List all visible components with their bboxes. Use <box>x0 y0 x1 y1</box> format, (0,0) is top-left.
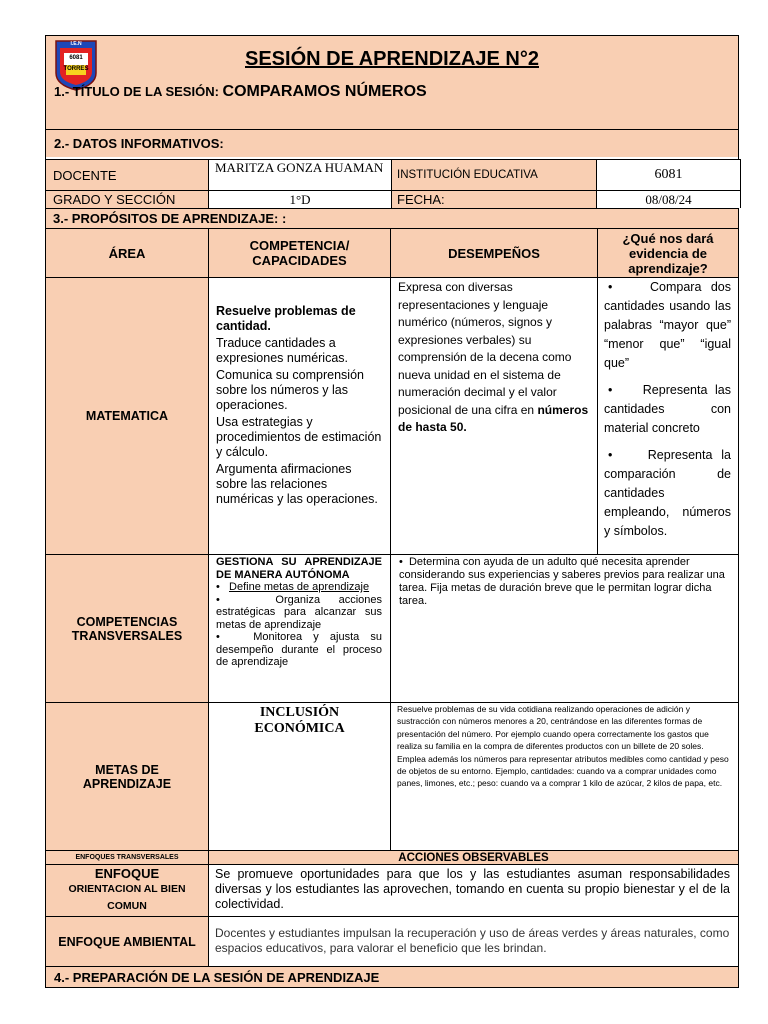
enfoques-header-cell <box>46 850 208 864</box>
capacidad-item: Traduce cantidades a expresiones numéricas. <box>216 336 349 365</box>
transversales-competencia-title: GESTIONA SU APRENDIZAJE DE MANERA AUTÓNOMA <box>216 556 382 581</box>
bien-comun-text: Se promueve oportunidades para que los y las estudiantes asuman responsabilidades diversas y los estudiantes las aprovechen, tomando en cuenta su propio bienestar y el de la colectividad. <box>215 867 730 911</box>
institucion-value: 6081 <box>654 167 683 182</box>
datos-heading <box>46 129 738 157</box>
fecha-label: FECHA: <box>397 192 445 207</box>
col-evidencia-label: ¿Qué nos dará evidencia de aprendizaje? <box>622 230 714 276</box>
ambiental-text: Docentes y estudiantes impulsan la recuperación y uso de áreas verdes y áreas naturales, como espacios educativos, para valorar el beneficio que les brindan. <box>215 925 730 955</box>
transversal-capacidad-item: • Organiza acciones estratégicas para alcanzar sus metas de aprendizaje <box>216 593 382 631</box>
session-document <box>45 35 739 988</box>
propositos-heading-text: 3.- PROPÓSITOS DE APRENDIZAJE: : <box>53 211 287 226</box>
transversales-desempeno: Determina con ayuda de un adulto qué necesita aprender considerando sus experiencias y saberes previos para realizar una tarea. Fija metas de duración breve que le permitan lograr dicha tarea. <box>399 556 725 607</box>
col-competencia-header <box>208 228 390 277</box>
session-title-value: COMPARAMOS NÚMEROS <box>222 83 427 100</box>
evidencia-list <box>604 278 731 541</box>
ambiental-label-cell <box>46 916 208 966</box>
bien-comun-text-cell <box>208 864 738 916</box>
capacidad-item: Comunica su comprensión sobre los números y las operaciones. <box>216 368 364 412</box>
transversales-area-cell <box>46 554 208 702</box>
fecha-value: 08/08/24 <box>645 191 692 207</box>
metas-area: METAS DE APRENDIZAJE <box>82 762 172 791</box>
datos-heading-text: 2.- DATOS INFORMATIVOS: <box>54 136 224 151</box>
acciones-header-cell <box>208 850 738 864</box>
col-area-label: ÁREA <box>108 245 146 261</box>
metas-text-cell <box>390 702 738 850</box>
matematica-area: MATEMATICA <box>85 409 169 423</box>
transversal-capacidad-item: • Monitorea y ajusta su desempeño durante el proceso de aprendizaje <box>216 631 382 668</box>
ambiental-title: ENFOQUE AMBIENTAL <box>58 934 196 949</box>
matematica-area-cell <box>46 277 208 554</box>
ambiental-text-cell <box>208 916 738 966</box>
matematica-competencia-title: Resuelve problemas de cantidad. <box>216 304 356 333</box>
grado-value-cell <box>208 190 391 208</box>
docente-label-cell <box>46 159 208 190</box>
transversales-area: COMPETENCIAS TRANSVERSALES <box>71 614 183 643</box>
matematica-evidencia-cell <box>597 277 738 554</box>
col-desempenos-label: DESEMPEÑOS <box>448 245 540 261</box>
institucion-value-cell <box>596 159 741 190</box>
metas-title: INCLUSIÓN ECONÓMICA <box>254 705 345 736</box>
session-title <box>54 83 704 101</box>
col-evidencia-header <box>597 228 738 277</box>
grado-label: GRADO Y SECCIÓN <box>53 192 176 207</box>
evidencia-item: • Representa la comparación de cantidades empleando, números y símbolos. <box>604 448 731 538</box>
logo-number: 6081 <box>69 55 83 61</box>
metas-text-2: Emplea además los números para representar atributos medibles como cantidad y peso de objetos de su entorno. Ejemplo, cantidades: cuando va a comprar unidades como panes, limones, etc.; peso: cuando va a comprar 1 kilo de azúcar, 2 kilos de papa, etc. <box>397 753 729 789</box>
matematica-competencia-cell <box>208 277 390 554</box>
grado-label-cell <box>46 190 208 208</box>
institucion-label-cell <box>391 159 596 190</box>
institucion-label: INSTITUCIÓN EDUCATIVA <box>397 169 538 181</box>
metas-title-cell <box>208 702 390 850</box>
matematica-desempeno-cell <box>390 277 597 554</box>
header-band <box>46 36 738 129</box>
evidencia-text: Representa la comparación de cantidades empleando, números y símbolos. <box>604 448 731 538</box>
preparacion-heading <box>46 966 738 987</box>
desempeno-text: Expresa con diversas representaciones y lenguaje numérico (números, signos y expresiones verbales) su comprensión de la decena como nueva unidad en el sistema de numeración decimal y el valor posicional de una cifra en <box>398 280 572 417</box>
evidencia-text: Representa las cantidades con material concreto <box>604 383 731 435</box>
propositos-heading <box>46 208 738 228</box>
logo-top-text: I.E.N <box>70 41 82 47</box>
bien-comun-label-cell <box>46 864 208 916</box>
desempeno-bold: números de hasta 50. <box>398 402 589 434</box>
docente-label: DOCENTE <box>53 167 117 183</box>
evidencia-text: Compara dos cantidades usando las palabras “mayor que” “menor que” “igual que” <box>604 280 731 370</box>
evidencia-item: • Representa las cantidades con material concreto <box>604 383 731 435</box>
docente-value-cell <box>208 159 391 190</box>
bien-comun-sub: ORIENTACION AL BIEN COMUN <box>68 883 186 912</box>
transversal-capacidad-item: • Define metas de aprendizaje <box>216 581 370 593</box>
col-competencia-label: COMPETENCIA/ CAPACIDADES <box>249 238 350 268</box>
transversal-capacidad-text: Organiza acciones estratégicas para alcanzar sus metas de aprendizaje <box>216 593 382 631</box>
transversales-competencia-cell <box>208 554 390 702</box>
fecha-label-cell <box>391 190 596 208</box>
metas-text-1: Resuelve problemas de su vida cotidiana realizando operaciones de adición y sustracción con números menores a 20, centrándose en las diferentes formas de presentación del número. Por ejemplo cuando opera correctamente los gastos que realiza su familia en la compra de diferentes productos con un billete de 20 soles. <box>397 704 709 752</box>
enfoques-header: ENFOQUES TRANSVERSALES <box>75 854 179 861</box>
bien-comun-title: ENFOQUE <box>94 866 160 881</box>
docente-value: MARITZA GONZA HUAMAN <box>215 160 384 175</box>
logo-name: TORRES <box>63 66 89 72</box>
col-desempenos-header <box>390 228 597 277</box>
page-title: SESIÓN DE APRENDIZAJE N°2 <box>245 48 539 70</box>
session-title-label: 1.- TÍTULO DE LA SESIÓN: <box>54 84 223 99</box>
transversal-capacidad-text: Define metas de aprendizaje <box>229 581 370 593</box>
capacidad-item: Argumenta afirmaciones sobre las relaciones numéricas y las operaciones. <box>216 462 378 506</box>
preparacion-heading-text: 4.- PREPARACIÓN DE LA SESIÓN DE APRENDIZAJE <box>54 969 380 985</box>
transversales-desempeno-cell: • Determina con ayuda de un adulto qué necesita aprender considerando sus experiencias y saberes previos para realizar una tarea. Fija metas de duración breve que le permitan lograr dicha tarea. <box>390 554 738 702</box>
grado-value: 1°D <box>289 191 311 207</box>
capacidad-item: Usa estrategias y procedimientos de estimación y cálculo. <box>216 415 382 459</box>
fecha-value-cell <box>596 190 741 208</box>
evidencia-item: • Compara dos cantidades usando las palabras “mayor que” “menor que” “igual que” <box>604 280 731 370</box>
col-area-header <box>46 228 208 277</box>
transversal-capacidad-text: Monitorea y ajusta su desempeño durante el proceso de aprendizaje <box>216 631 382 668</box>
acciones-header: ACCIONES OBSERVABLES <box>398 851 549 864</box>
metas-area-cell <box>46 702 208 850</box>
